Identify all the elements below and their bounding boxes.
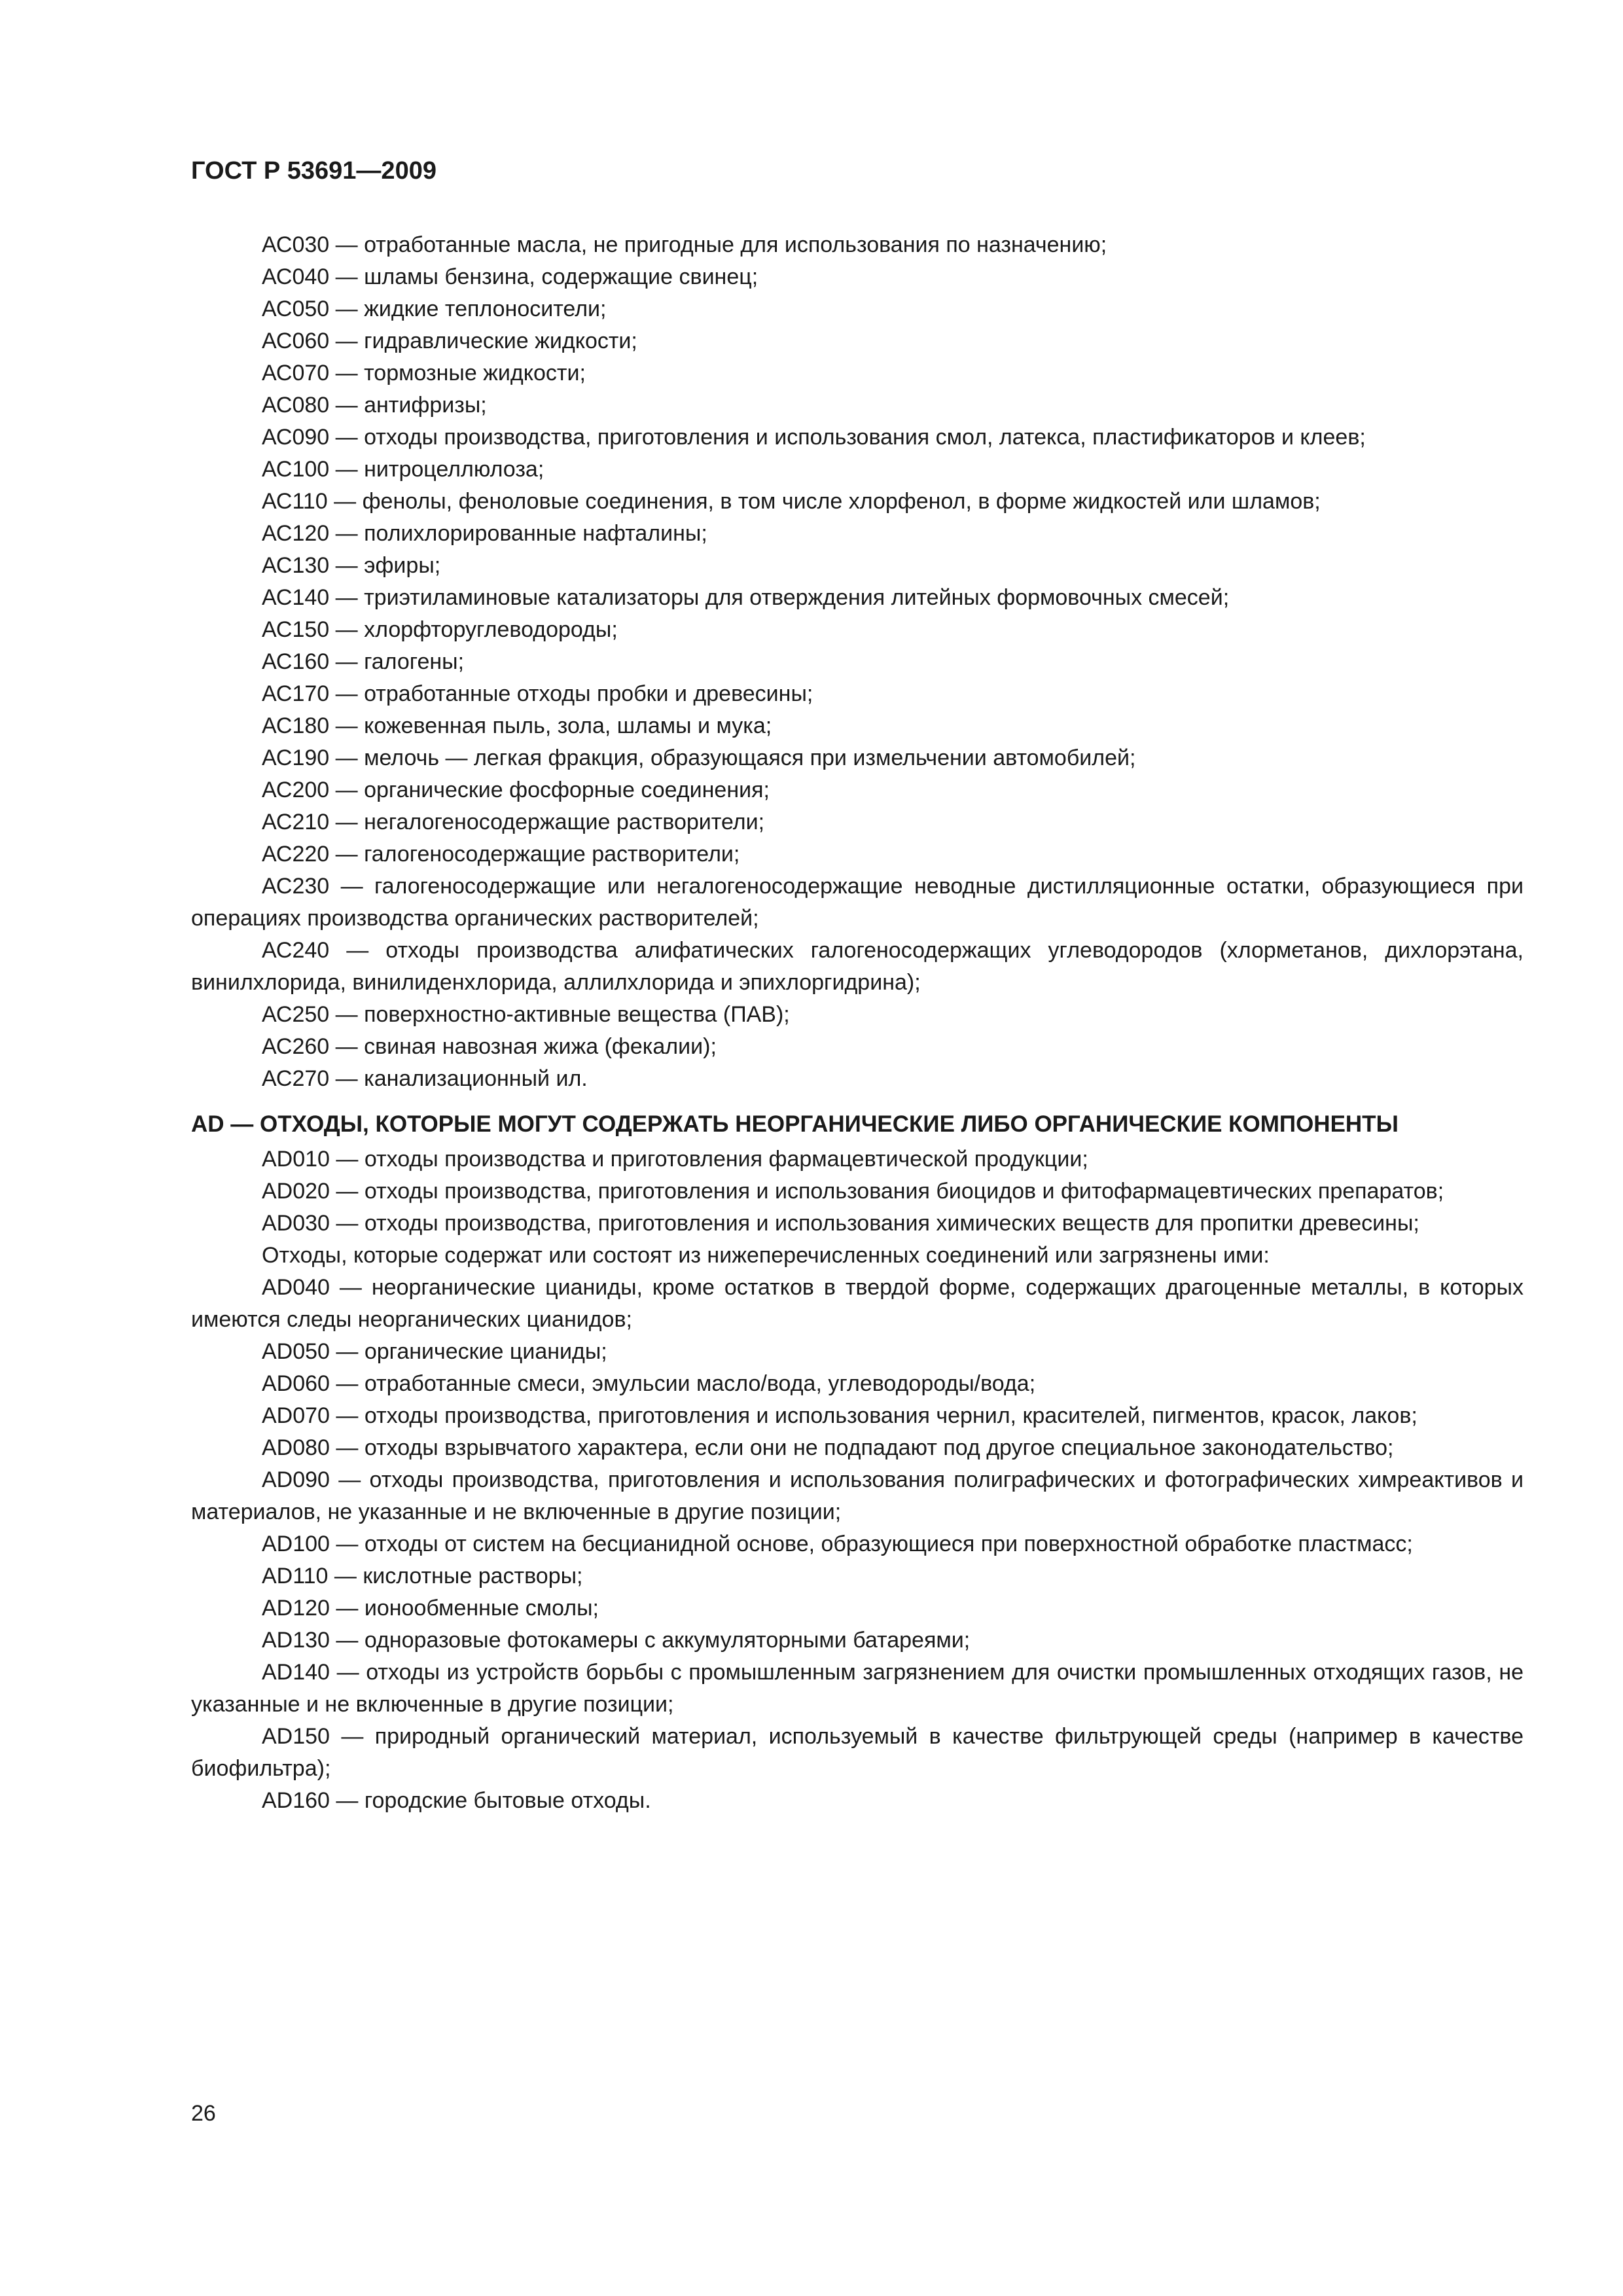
list-item-ac130: АС130 — эфиры;: [262, 553, 441, 578]
list-item-ac120: АС120 — полихлорированные нафталины;: [262, 521, 707, 546]
list-item-ac170: АС170 — отработанные отходы пробки и древесины;: [262, 681, 813, 706]
document-body: [191, 229, 1524, 1817]
list-item-ac250: АС250 — поверхностно-активные вещества (ПАВ);: [262, 1002, 790, 1027]
list-item-ac080: АС080 — антифризы;: [262, 393, 487, 418]
list-item-ac090: АС090 — отходы производства, приготовления и использования смол, латекса, пластификаторов и клеев;: [262, 425, 1366, 450]
list-item-ac260: АС260 — свиная навозная жижа (фекалии);: [262, 1034, 717, 1059]
list-item-ad100: AD100 — отходы от систем на бесцианидной основе, образующиеся при поверхностной обработке пластмасс;: [262, 1532, 1413, 1556]
list-item-ad150: AD150 — природный органический материал, используемый в качестве фильтрующей среды (например в качестве биофильтра);: [191, 1724, 1524, 1781]
document-header: ГОСТ Р 53691—2009: [191, 157, 437, 185]
list-item-ad090: AD090 — отходы производства, приготовления и использования полиграфических и фотографических химреактивов и материалов, не указанные и не включенные в другие позиции;: [191, 1467, 1524, 1524]
list-item-ad030: AD030 — отходы производства, приготовления и использования химических веществ для пропитки древесины;: [262, 1211, 1419, 1236]
section-heading-ad: AD — ОТХОДЫ, КОТОРЫЕ МОГУТ СОДЕРЖАТЬ НЕОРГАНИЧЕСКИЕ ЛИБО ОРГАНИЧЕСКИЕ КОМПОНЕНТЫ: [191, 1111, 1399, 1137]
list-item-ac060: АС060 — гидравлические жидкости;: [262, 329, 637, 353]
list-item-ac100: АС100 — нитроцеллюлоза;: [262, 457, 544, 482]
list-item-ac200: АС200 — органические фосфорные соединения;: [262, 778, 770, 802]
list-item-ac160: АС160 — галогены;: [262, 649, 465, 674]
list-item-ad080: AD080 — отходы взрывчатого характера, если они не подпадают под другое специальное законодательство;: [262, 1435, 1394, 1460]
list-item-ac270: АС270 — канализационный ил.: [262, 1066, 588, 1091]
list-item-ad040: AD040 — неорганические цианиды, кроме остатков в твердой форме, содержащих драгоценные металлы, в которых имеются следы неорганических цианидов;: [191, 1275, 1524, 1332]
list-item-ad020: AD020 — отходы производства, приготовления и использования биоцидов и фитофармацевтических препаратов;: [262, 1179, 1444, 1204]
list-item-ac050: АС050 — жидкие теплоносители;: [262, 296, 607, 321]
list-item-ad060: AD060 — отработанные смеси, эмульсии масло/вода, углеводороды/вода;: [262, 1371, 1036, 1396]
list-item-ac030: АС030 — отработанные масла, не пригодные для использования по назначению;: [262, 232, 1107, 257]
list-item-ac220: АС220 — галогеносодержащие растворители;: [262, 842, 740, 867]
list-item-ac110: АС110 — фенолы, феноловые соединения, в том числе хлорфенол, в форме жидкостей или шламов;: [262, 489, 1321, 514]
list-item-ac140: АС140 — триэтиламиновые катализаторы для отверждения литейных формовочных смесей;: [262, 585, 1230, 610]
list-item-ac150: АС150 — хлорфторуглеводороды;: [262, 617, 618, 642]
list-item-ad070: AD070 — отходы производства, приготовления и использования чернил, красителей, пигментов, красок, лаков;: [262, 1403, 1418, 1428]
list-item-ad010: AD010 — отходы производства и приготовления фармацевтической продукции;: [262, 1147, 1088, 1172]
list-item-ac180: АС180 — кожевенная пыль, зола, шламы и мука;: [262, 713, 772, 738]
page-number: 26: [191, 2101, 216, 2126]
list-item-ac210: АС210 — негалогеносодержащие растворители;: [262, 810, 765, 834]
list-item-ad160: AD160 — городские бытовые отходы.: [262, 1788, 651, 1813]
list-item-ad140: AD140 — отходы из устройств борьбы с промышленным загрязнением для очистки промышленных отходящих газов, не указанные и не включенные в другие позиции;: [191, 1660, 1524, 1717]
list-item-ac230: АС230 — галогеносодержащие или негалогеносодержащие неводные дистилляционные остатки, образующиеся при операциях производства органических растворителей;: [191, 874, 1524, 931]
list-item-ad120: AD120 — ионообменные смолы;: [262, 1596, 599, 1621]
list-item-ad130: AD130 — одноразовые фотокамеры с аккумуляторными батареями;: [262, 1628, 971, 1653]
list-item-ad110: AD110 — кислотные растворы;: [262, 1564, 583, 1588]
list-item-ac040: АС040 — шламы бензина, содержащие свинец;: [262, 264, 758, 289]
list-item-ad050: AD050 — органические цианиды;: [262, 1339, 607, 1364]
list-item-ac070: АС070 — тормозные жидкости;: [262, 361, 586, 386]
list-item-ac240: АС240 — отходы производства алифатических галогеносодержащих углеводородов (хлорметанов, дихлорэтана, винилхлорида, винилиденхлорида, аллилхлорида и эпихлоргидрина);: [191, 938, 1524, 995]
list-item-ac190: АС190 — мелочь — легкая фракция, образующаяся при измельчении автомобилей;: [262, 745, 1136, 770]
paragraph-intro: Отходы, которые содержат или состоят из нижеперечисленных соединений или загрязнены ими:: [262, 1243, 1270, 1268]
